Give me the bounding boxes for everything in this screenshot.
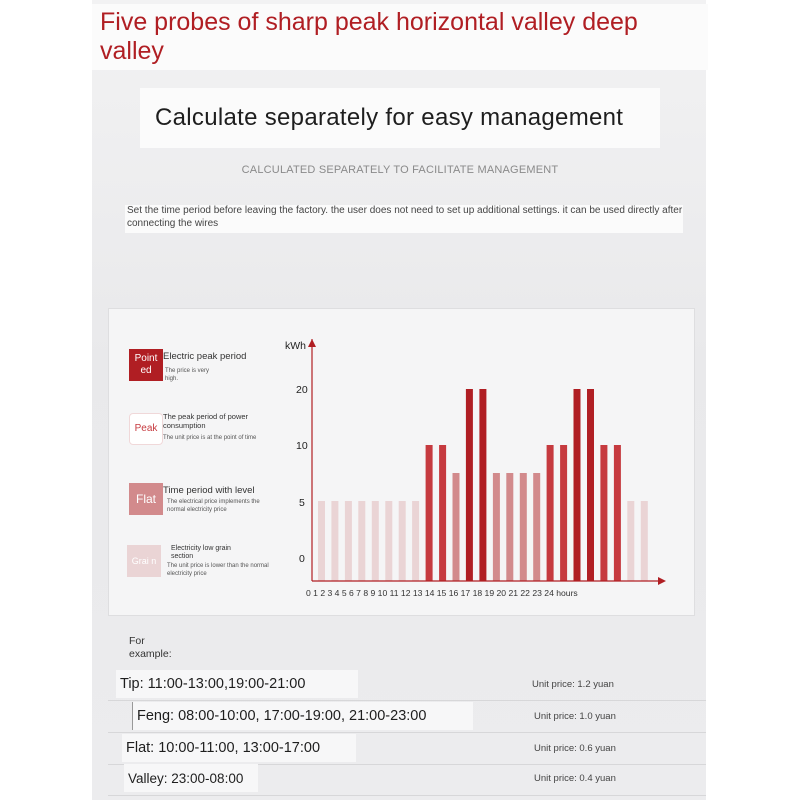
divider [108,700,706,701]
y-tick-label: 0 [299,553,305,565]
example-row-price: Unit price: 1.0 yuan [534,710,616,722]
legend-title-flat: Time period with level [163,485,255,496]
legend-badge-tip: Point ed [129,349,163,381]
bar-hour-6 [399,501,406,581]
example-row-price: Unit price: 1.2 yuan [532,678,614,690]
bar-hour-22 [614,445,621,581]
legend-desc-peak: The unit price is at the point of time [163,435,257,441]
y-axis-arrow [308,339,316,347]
chart-card [108,308,695,616]
example-row-text: Feng: 08:00-10:00, 17:00-19:00, 21:00-23:00 [132,702,473,730]
bar-hour-21 [600,445,607,581]
legend-title-tip: Electric peak period [163,351,247,362]
bar-hour-13 [493,473,500,581]
example-row-tip [108,670,706,698]
example-row-text: Tip: 11:00-13:00,19:00-21:00 [116,670,358,698]
legend-title-valley: Electricity low grain section [171,545,231,560]
bar-hour-0 [318,501,325,581]
bar-hour-24 [641,501,648,581]
main-heading: Calculate separately for easy management [140,88,660,148]
y-axis-label: kWh [285,340,306,352]
bar-hour-1 [331,501,338,581]
example-label: For example: [129,635,172,660]
divider [108,795,706,796]
page-title: Five probes of sharp peak horizontal valley deep valley [92,4,708,70]
subheading: CALCULATED SEPARATELY TO FACILITATE MANAGEMENT [241,164,559,176]
intro-text: Set the time period before leaving the factory. the user does not need to set up additional settings. it can be used directly after connecting the wires [125,205,683,233]
bar-hour-11 [466,389,473,581]
bar-hour-19 [574,389,581,581]
example-row-text: Valley: 23:00-08:00 [124,764,258,792]
example-row-feng [108,702,706,730]
bar-hour-10 [453,473,460,581]
y-tick-label: 10 [296,440,308,452]
legend-badge-flat: Flat [129,483,163,515]
x-tick-labels: 0 1 2 3 4 5 6 7 8 9 10 11 12 13 14 15 16 17 18 19 20 21 22 23 24 hours [306,588,578,598]
legend-desc-tip: The price is very high. [165,368,210,382]
bar-hour-17 [547,445,554,581]
legend-desc-flat: The electrical price implements the normal electricity price [167,499,260,513]
x-axis-arrow [658,577,666,585]
bar-hour-18 [560,445,567,581]
bar-hour-3 [358,501,365,581]
y-tick-label: 20 [296,384,308,396]
bar-hour-5 [385,501,392,581]
bar-chart [109,309,696,617]
legend-title-peak: The peak period of power consumption [163,412,249,430]
bar-hour-2 [345,501,352,581]
bar-hour-14 [506,473,513,581]
bar-hour-16 [533,473,540,581]
example-row-price: Unit price: 0.4 yuan [534,772,616,784]
example-row-text: Flat: 10:00-11:00, 13:00-17:00 [122,734,356,762]
example-row-valley [108,764,706,792]
bar-hour-12 [479,389,486,581]
bar-hour-8 [426,445,433,581]
legend-desc-valley: The unit price is lower than the normal electricity price [167,563,269,577]
example-row-price: Unit price: 0.6 yuan [534,742,616,754]
bar-hour-20 [587,389,594,581]
example-row-flat [108,734,706,762]
divider [108,732,706,733]
y-tick-label: 5 [299,497,305,509]
legend-badge-valley: Grai n [127,545,161,577]
bar-hour-23 [627,501,634,581]
legend-badge-peak: Peak [129,413,163,445]
bar-hour-7 [412,501,419,581]
bar-hour-9 [439,445,446,581]
bar-hour-4 [372,501,379,581]
bar-hour-15 [520,473,527,581]
